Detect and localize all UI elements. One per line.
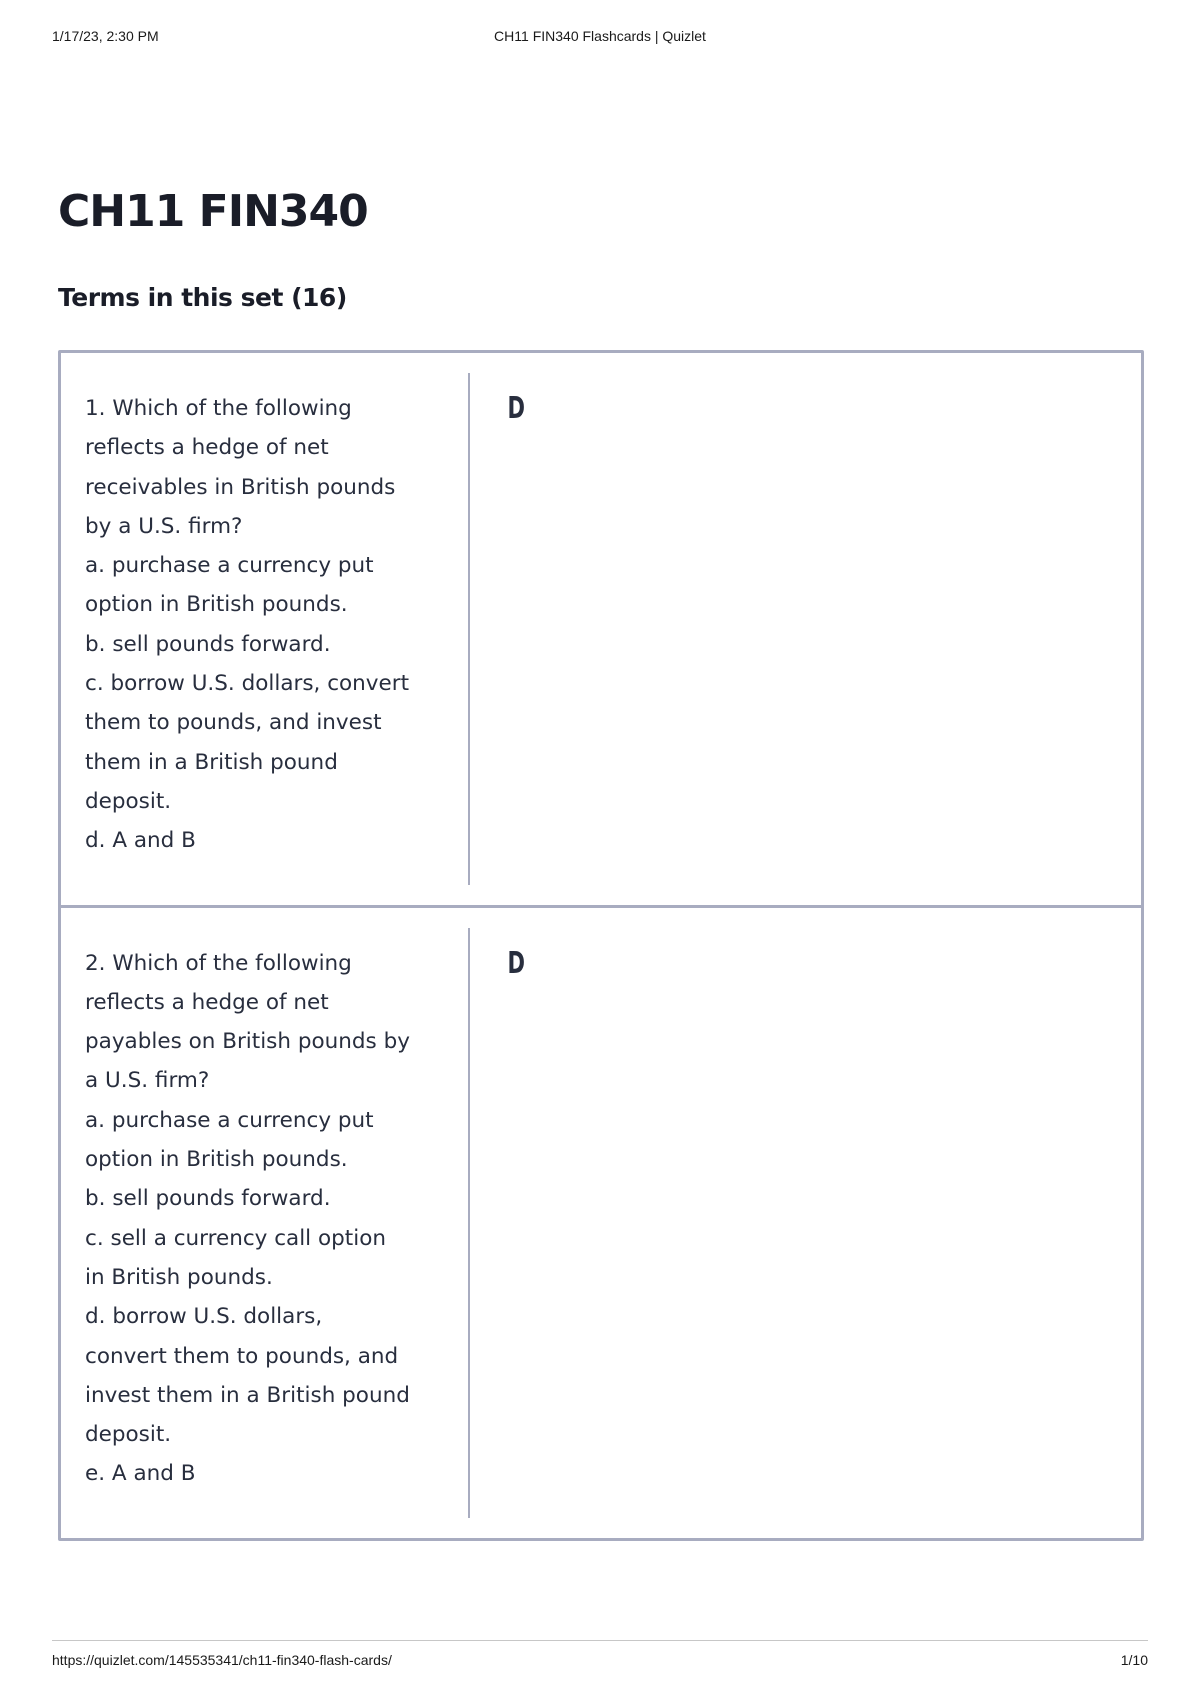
term-line: them to pounds, and invest bbox=[85, 710, 382, 736]
term-line: a. purchase a currency put bbox=[85, 553, 374, 579]
term-line: option in British pounds. bbox=[85, 1147, 348, 1173]
flashcard bbox=[61, 353, 1141, 905]
term-line: receivables in British pounds bbox=[85, 474, 396, 500]
term-line: a. purchase a currency put bbox=[85, 1107, 374, 1133]
print-document-title: CH11 FIN340 Flashcards | Quizlet bbox=[494, 28, 706, 44]
term-line: reflects a hedge of net bbox=[85, 435, 329, 461]
term-line: convert them to pounds, and bbox=[85, 1343, 399, 1369]
term-line: option in British pounds. bbox=[85, 592, 348, 618]
flashcard-definition: D bbox=[507, 945, 525, 981]
term-line: invest them in a British pound bbox=[85, 1382, 410, 1408]
term-line: d. borrow U.S. dollars, bbox=[85, 1304, 323, 1330]
flashcard-definition: D bbox=[507, 391, 525, 426]
term-line: b. sell pounds forward. bbox=[85, 631, 331, 657]
flashcard-list bbox=[58, 350, 1144, 1541]
term-line: 2. Which of the following bbox=[85, 950, 352, 976]
term-line: deposit. bbox=[85, 788, 172, 814]
flashcard bbox=[61, 905, 1141, 1538]
term-line: reflects a hedge of net bbox=[85, 989, 329, 1015]
term-line: them in a British pound bbox=[85, 749, 338, 775]
term-line: deposit. bbox=[85, 1422, 172, 1448]
term-line: a U.S. firm? bbox=[85, 1068, 210, 1094]
print-datetime: 1/17/23, 2:30 PM bbox=[52, 28, 159, 44]
print-footer bbox=[52, 1640, 1148, 1669]
page-number: 1/10 bbox=[1120, 1652, 1148, 1668]
flashcard-term bbox=[61, 928, 470, 1518]
term-line: 1. Which of the following bbox=[85, 396, 352, 421]
term-line: c. borrow U.S. dollars, convert bbox=[85, 671, 410, 697]
term-line: in British pounds. bbox=[85, 1264, 273, 1290]
term-line: e. A and B bbox=[85, 1461, 196, 1487]
flashcard-term bbox=[61, 373, 470, 885]
term-line: by a U.S. firm? bbox=[85, 513, 243, 539]
term-line: d. A and B bbox=[85, 828, 196, 854]
terms-heading: Terms in this set (16) bbox=[58, 283, 347, 312]
term-line: c. sell a currency call option bbox=[85, 1225, 386, 1251]
print-header bbox=[52, 28, 1148, 48]
print-url: https://quizlet.com/145535341/ch11-fin340-flash-cards/ bbox=[52, 1652, 392, 1668]
term-line: b. sell pounds forward. bbox=[85, 1186, 331, 1212]
set-title: CH11 FIN340 bbox=[58, 186, 368, 237]
term-line: payables on British pounds by bbox=[85, 1029, 410, 1055]
